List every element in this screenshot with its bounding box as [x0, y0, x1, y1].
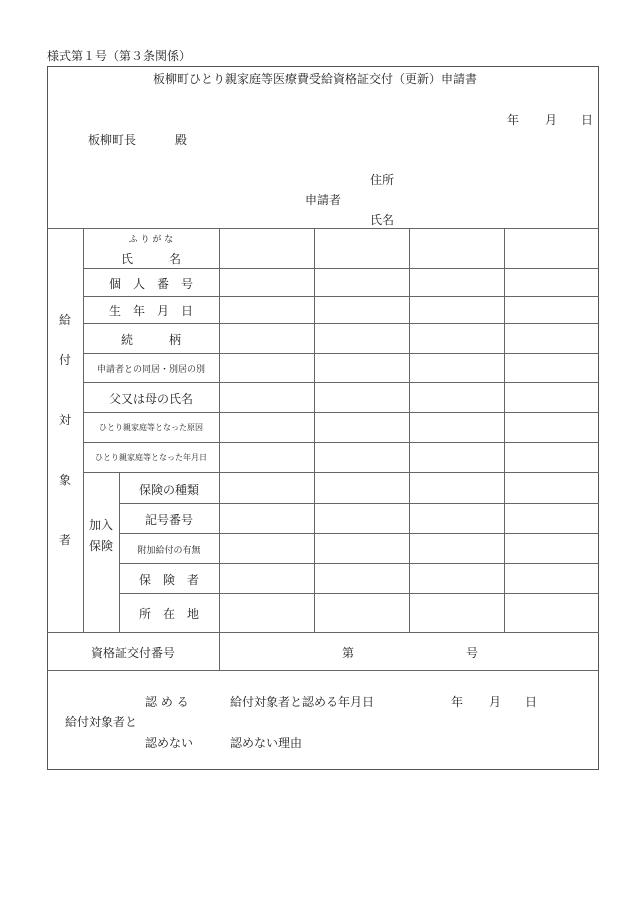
- section-label-char: 象: [58, 473, 71, 487]
- row-line: [83, 268, 599, 269]
- row-line: [119, 563, 599, 564]
- name-label: 氏 名: [120, 252, 181, 266]
- date-became-label: ひとり親家庭等となった年月日: [95, 453, 207, 462]
- row-line: [83, 412, 599, 413]
- reject-reason-label: 認めない理由: [230, 736, 303, 750]
- insurer-label: 保 険 者: [138, 573, 199, 587]
- row-line: [83, 382, 599, 383]
- column-line: [314, 228, 315, 632]
- column-line: [504, 228, 505, 632]
- approve-date-label: 給付対象者と認める年月日: [230, 695, 375, 709]
- row-line: [83, 353, 599, 354]
- symbol-number-label: 記号番号: [144, 513, 193, 527]
- applicant-label: 申請者: [305, 193, 342, 207]
- personal-number-label: 個 人 番 号: [108, 277, 193, 291]
- column-line: [219, 228, 220, 670]
- reason-label: ひとり親家庭等となった原因: [99, 423, 203, 432]
- recipient-label: 給付対象者と: [65, 715, 138, 729]
- addressee-name: 板柳町長: [88, 133, 137, 147]
- date-month: 月: [545, 113, 558, 127]
- furigana-label: ふ り が な: [128, 235, 174, 245]
- approve-month: 月: [489, 695, 502, 709]
- row-line: [119, 593, 599, 594]
- reject-label: 認めない: [145, 736, 194, 750]
- certificate-dai: 第: [342, 646, 355, 660]
- approve-label: 認 め る: [145, 695, 189, 709]
- form-title: 板柳町ひとり親家庭等医療費受給資格証交付（更新）申請書: [152, 72, 477, 86]
- parent-name-label: 父又は母の氏名: [108, 392, 193, 406]
- row-line: [83, 323, 599, 324]
- location-label: 所 在 地: [138, 607, 199, 621]
- insurance-group-label-1: 加入: [88, 518, 113, 532]
- approve-year: 年: [451, 695, 464, 709]
- column-line: [409, 228, 410, 632]
- section-label-char: 対: [58, 413, 71, 427]
- row-line: [83, 472, 599, 473]
- approve-day: 日: [525, 695, 538, 709]
- relationship-label: 続 柄: [120, 333, 181, 347]
- row-line: [83, 296, 599, 297]
- date-day: 日: [581, 113, 594, 127]
- birthdate-label: 生 年 月 日: [108, 304, 193, 318]
- applicant-name-label: 氏名: [370, 213, 395, 227]
- section-label-char: 者: [58, 533, 71, 547]
- section-label-char: 付: [58, 353, 71, 367]
- form-frame: [47, 66, 599, 770]
- form-number: 様式第１号（第３条関係）: [47, 49, 192, 63]
- row-line: [119, 503, 599, 504]
- table-top-line: [47, 228, 599, 229]
- insurance-type-label: 保険の種類: [138, 483, 199, 497]
- addressee-honorific: 殿: [175, 133, 188, 147]
- applicant-address-label: 住所: [370, 173, 395, 187]
- insurance-group-label-2: 保険: [88, 539, 113, 553]
- row-line: [119, 533, 599, 534]
- row-line: [83, 442, 599, 443]
- additional-benefit-label: 附加給付の有無: [137, 546, 201, 556]
- section-label-char: 給: [58, 313, 71, 327]
- certificate-go: 号: [466, 646, 479, 660]
- date-year: 年: [507, 113, 520, 127]
- certificate-label: 資格証交付番号: [90, 646, 175, 660]
- cohabitation-label: 申請者との同居・別居の別: [96, 365, 205, 375]
- certificate-bottom-line: [47, 670, 599, 671]
- table-bottom-line: [47, 632, 599, 633]
